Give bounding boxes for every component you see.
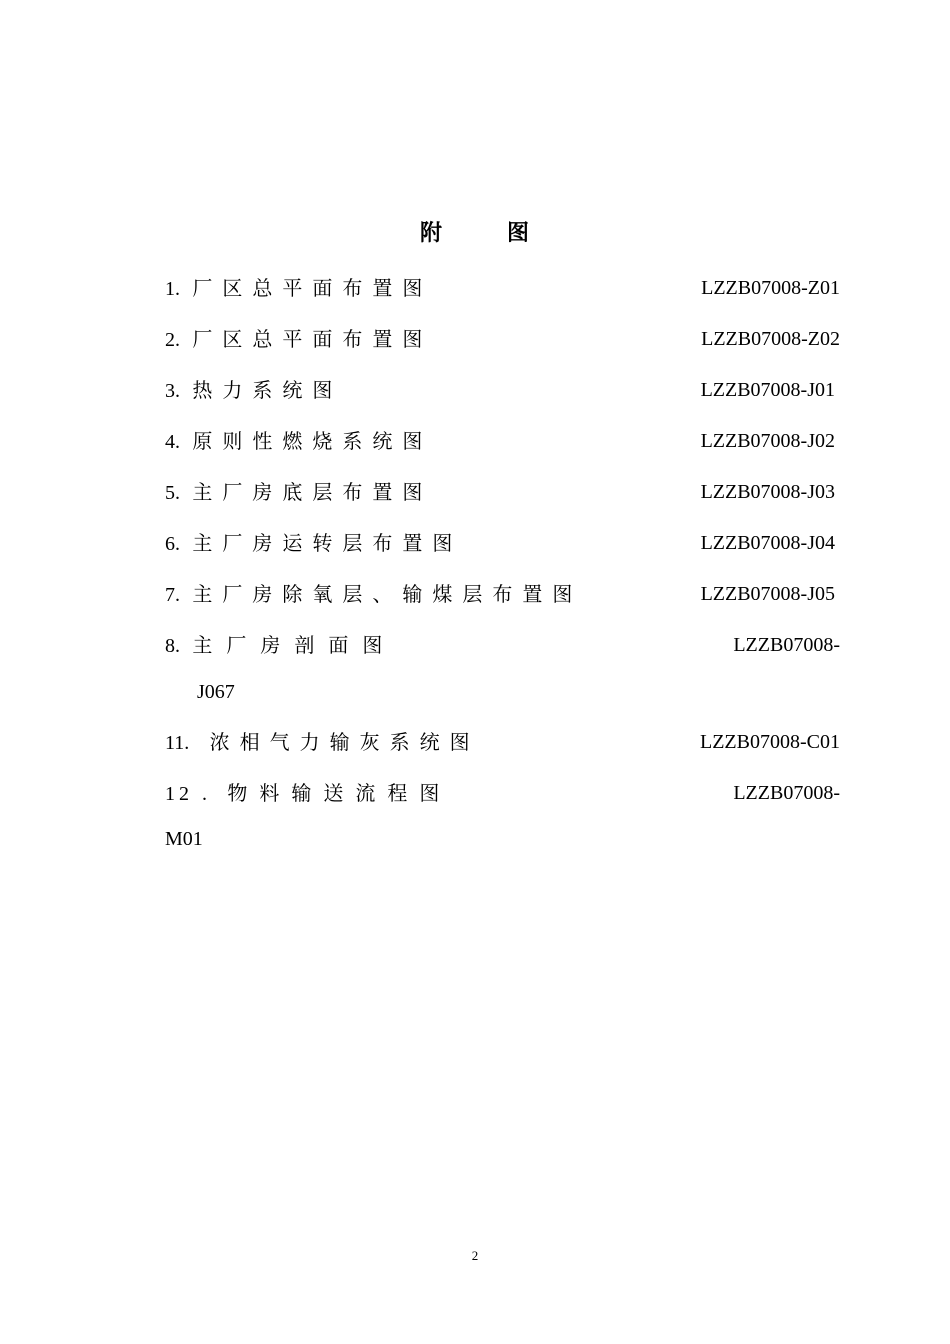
entry-number: 2. bbox=[165, 329, 180, 351]
entry-name: 主厂房底层布置图 bbox=[192, 480, 433, 504]
entry-number: 5. bbox=[165, 482, 180, 504]
figure-entry bbox=[165, 377, 840, 404]
page-title bbox=[0, 216, 950, 247]
entry-code: LZZB07008-J04 bbox=[700, 532, 835, 554]
entry-code: LZZB07008-J03 bbox=[700, 481, 835, 503]
entry-name: 厂区总平面布置图 bbox=[192, 276, 433, 300]
entry-code-continuation: M01 bbox=[165, 828, 203, 850]
entry-code: LZZB07008-Z02 bbox=[701, 328, 840, 350]
figure-entry bbox=[165, 632, 840, 659]
entry-number: 11. bbox=[165, 732, 190, 754]
entry-code: LZZB07008-J01 bbox=[700, 379, 835, 401]
entry-code: LZZB07008-Z01 bbox=[701, 277, 840, 299]
entry-code: LZZB07008-J02 bbox=[700, 430, 835, 452]
entry-name: 浓相气力输灰系统图 bbox=[209, 730, 480, 754]
figure-entry bbox=[165, 581, 840, 608]
figure-entry bbox=[165, 428, 840, 455]
figure-entry bbox=[165, 275, 840, 302]
figure-entry bbox=[165, 780, 840, 807]
entry-number: 12 . bbox=[165, 783, 211, 805]
title-char-1: 附 bbox=[419, 220, 443, 246]
entry-name: 原则性燃烧系统图 bbox=[192, 429, 433, 453]
entry-code: LZZB07008- bbox=[733, 634, 840, 656]
entry-name: 主厂房运转层布置图 bbox=[192, 531, 463, 555]
entry-number: 4. bbox=[165, 431, 180, 453]
entry-code: LZZB07008-C01 bbox=[700, 731, 840, 753]
figure-entry bbox=[165, 479, 840, 506]
entry-code: LZZB07008-J05 bbox=[700, 583, 835, 605]
entry-name: 热力系统图 bbox=[192, 378, 343, 402]
entry-name: 物料输送流程图 bbox=[227, 781, 452, 805]
entry-name: 主厂房剖面图 bbox=[192, 633, 397, 657]
entry-number: 8. bbox=[165, 635, 180, 657]
figure-entry bbox=[165, 729, 840, 756]
figure-entry bbox=[165, 326, 840, 353]
title-char-2: 图 bbox=[507, 220, 531, 246]
entry-code: LZZB07008- bbox=[733, 782, 840, 804]
page-number: 2 bbox=[471, 1248, 479, 1263]
entry-number: 3. bbox=[165, 380, 180, 402]
entry-name: 厂区总平面布置图 bbox=[192, 327, 433, 351]
entry-name: 主厂房除氧层、输煤层布置图 bbox=[192, 582, 583, 606]
entry-number: 6. bbox=[165, 533, 180, 555]
entry-number: 1. bbox=[165, 278, 180, 300]
entry-code-continuation: J067 bbox=[197, 681, 235, 703]
figure-entry bbox=[165, 530, 840, 557]
entry-number: 7. bbox=[165, 584, 180, 606]
